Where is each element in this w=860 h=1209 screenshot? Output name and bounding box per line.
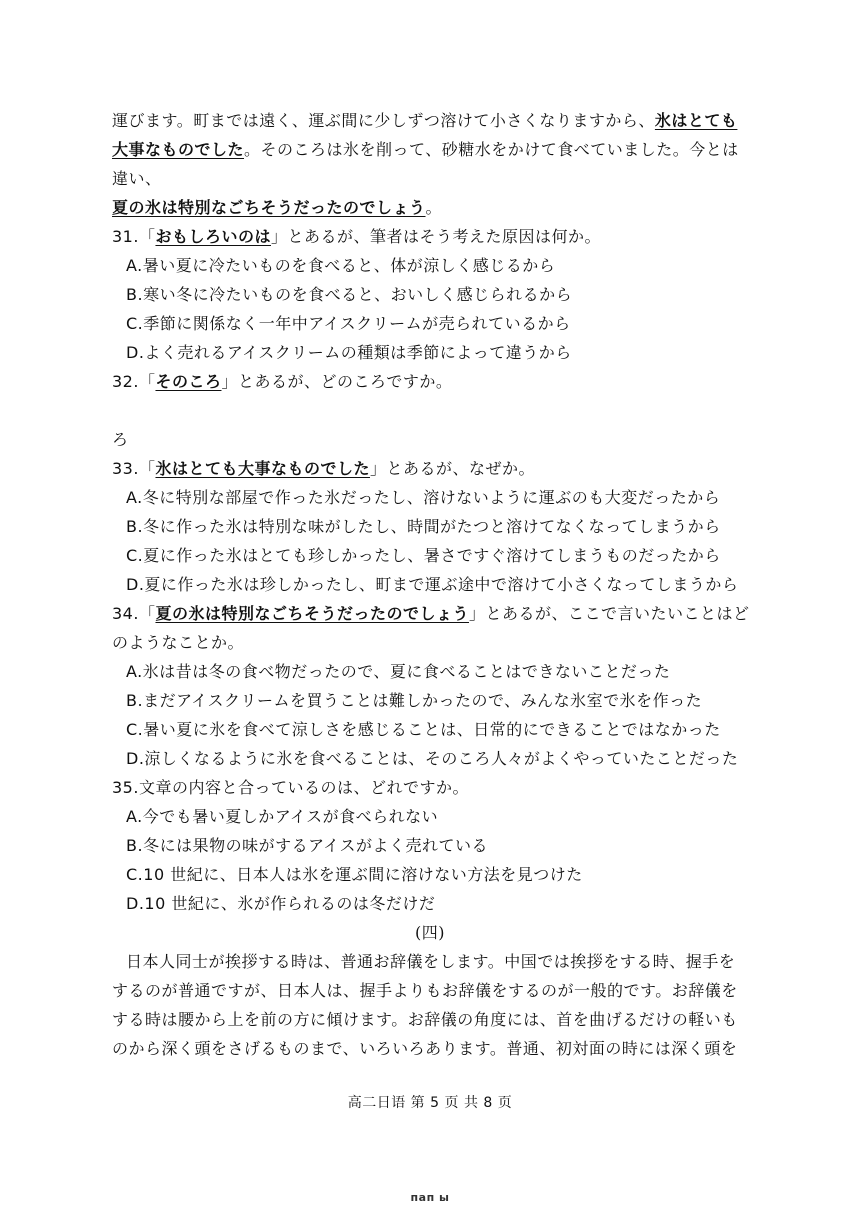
- q35-option-a: A.今でも暑い夏しかアイスが食べられない: [126, 807, 439, 826]
- passage-line-1: 運びます。町までは遠く、運ぶ間に少しずつ溶けて小さくなりますから、氷はとても: [112, 111, 738, 130]
- q34-option-d: D.涼しくなるように氷を食べることは、そのころ人々がよくやっていたことだった: [126, 749, 739, 768]
- underlined-phrase: 夏の氷は特別なごちそうだったのでしょう: [112, 198, 426, 217]
- q31-option-a: A.暑い夏に冷たいものを食べると、体が涼しく感じるから: [126, 256, 556, 275]
- question-33: 33.「氷はとても大事なものでした」とあるが、なぜか。: [112, 459, 535, 478]
- q31-option-d: D.よく売れるアイスクリームの種類は季節によって違うから: [126, 343, 572, 362]
- underlined-phrase: 氷はとても: [654, 111, 738, 130]
- q35-option-c: C.10 世紀に、日本人は氷を運ぶ間に溶けない方法を見つけた: [126, 865, 583, 884]
- q31-option-b: B.寒い冬に冷たいものを食べると、おいしく感じられるから: [126, 285, 573, 304]
- q35-option-b: B.冬には果物の味がするアイスがよく売れている: [126, 836, 488, 855]
- section4-line-3: する時は腰から上を前の方に傾けます。お辞儀の角度には、首を曲げるだけの軽いも: [112, 1010, 738, 1029]
- page-footer: 高二日语 第 5 页 共 8 页: [347, 1095, 513, 1111]
- q31-option-c: C.季節に関係なく一年中アイスクリームが売られているから: [126, 314, 571, 333]
- section4-line-2: するのが普通ですが、日本人は、握手よりもお辞儀をするのが一般的です。お辞儀を: [112, 981, 738, 1000]
- q32-option-d-wrap: ろ: [112, 430, 129, 449]
- underlined-phrase: 大事なものでした: [112, 140, 245, 159]
- section4-line-4: のから深く頭をさげるものまで、いろいろあります。普通、初対面の時には深く頭を: [112, 1039, 738, 1058]
- q35-option-d: D.10 世紀に、氷が作られるのは冬だけだ: [126, 894, 436, 913]
- q33-option-c: C.夏に作った氷はとても珍しかったし、暑さですぐ溶けてしまうものだったから: [126, 546, 721, 565]
- question-31: 31.「おもしろいのは」とあるが、筆者はそう考えた原因は何か。: [112, 227, 601, 246]
- q33-option-d: D.夏に作った氷は珍しかったし、町まで運ぶ途中で溶けて小さくなってしまうから: [126, 575, 739, 594]
- passage-line-2: 大事なものでした。そのころは氷を削って、砂糖水をかけて食べていました。今とは: [112, 140, 739, 159]
- underlined-phrase: 夏の氷は特別なごちそうだったのでしょう: [155, 604, 469, 623]
- q33-option-a: A.冬に特別な部屋で作った氷だったし、溶けないように運ぶのも大変だったから: [126, 488, 721, 507]
- underlined-phrase: そのころ: [155, 372, 222, 391]
- passage-line-3: 違い、: [112, 169, 162, 188]
- question-34-wrap: のようなことか。: [112, 633, 245, 652]
- q33-option-b: B.冬に作った氷は特別な味がしたし、時間がたつと溶けてなくなってしまうから: [126, 517, 721, 536]
- q34-option-b: B.まだアイスクリームを買うことは難しかったので、みんな氷室で氷を作った: [126, 691, 703, 710]
- underlined-phrase: おもしろいのは: [155, 227, 271, 246]
- question-35: 35.文章の内容と合っているのは、どれですか。: [112, 778, 469, 797]
- q34-option-c: C.暑い夏に氷を食べて涼しさを感じることは、日常的にできることではなかった: [126, 720, 721, 739]
- q34-option-a: A.氷は昔は冬の食べ物だったので、夏に食べることはできないことだった: [126, 662, 671, 681]
- section4-line-1: 日本人同士が挨拶する時は、普通お辞儀をします。中国では挨拶をする時、握手を: [126, 952, 736, 971]
- section-heading: (四): [415, 923, 445, 942]
- underlined-phrase: 氷はとても大事なものでした: [155, 459, 370, 478]
- passage-line-4: 夏の氷は特別なごちそうだったのでしょう。: [112, 198, 443, 217]
- bottom-mark: пап ы: [410, 1191, 450, 1204]
- question-34: 34.「夏の氷は特別なごちそうだったのでしょう」とあるが、ここで言いたいことはど: [112, 604, 750, 623]
- question-32: 32.「そのころ」とあるが、どのころですか。: [112, 372, 453, 391]
